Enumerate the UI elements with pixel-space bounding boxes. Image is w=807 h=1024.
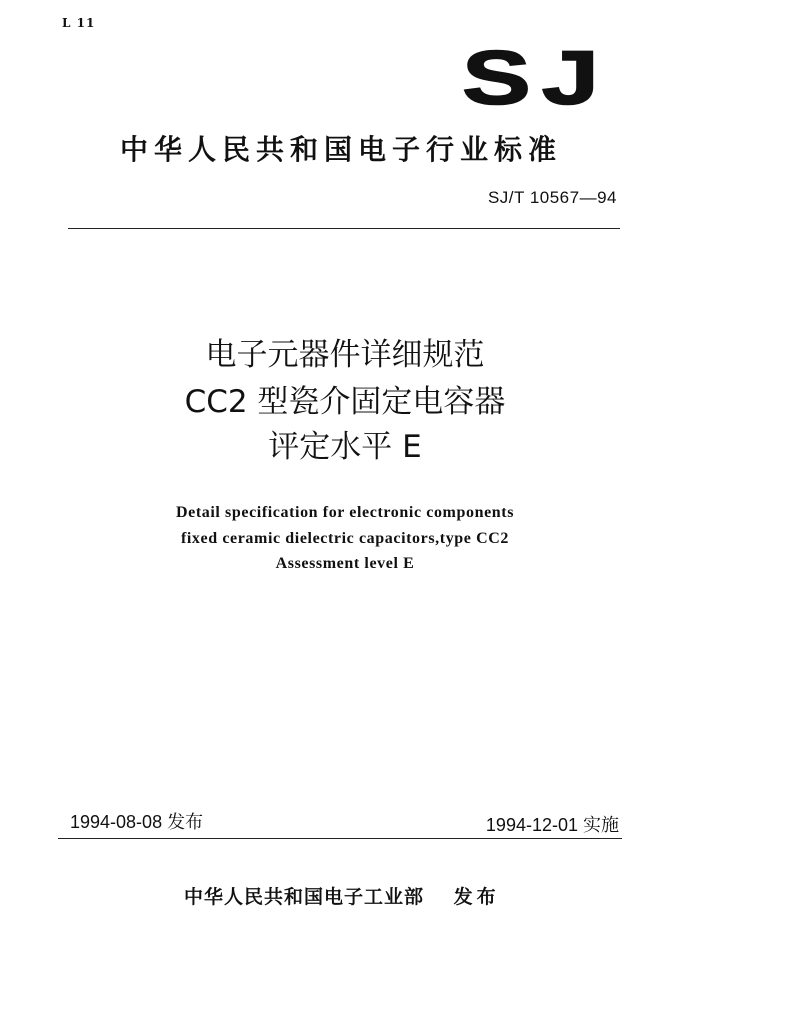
publisher-organization: 中华人民共和国电子工业部 [184,886,425,908]
sj-logo [462,36,612,110]
top-divider [68,228,620,229]
effective-date: 1994-12-01 实施 [485,815,619,835]
chinese-title-line-2: CC2 型瓷介固定电容器 [184,384,506,420]
publisher-line [184,882,500,909]
standard-number: SJ/T 10567—94 [487,188,617,207]
publisher-action: 发布 [453,886,500,908]
english-title-line-3: Assessment level E [275,555,415,572]
publish-date: 1994-08-08 发布 [70,812,204,832]
bottom-divider [58,838,622,839]
chinese-title-line-3: 评定水平 E [268,429,422,465]
english-title-line-1: Detail specification for electronic components [175,504,515,521]
chinese-title-line-1: 电子元器件详细规范 [205,337,485,373]
english-title-line-2: fixed ceramic dielectric capacitors,type CC2 [180,530,510,547]
classification-code: L 11 [62,16,96,30]
standard-category: 中华人民共和国电子行业标准 [120,133,563,166]
sj-logo-text: SJ [462,36,610,110]
